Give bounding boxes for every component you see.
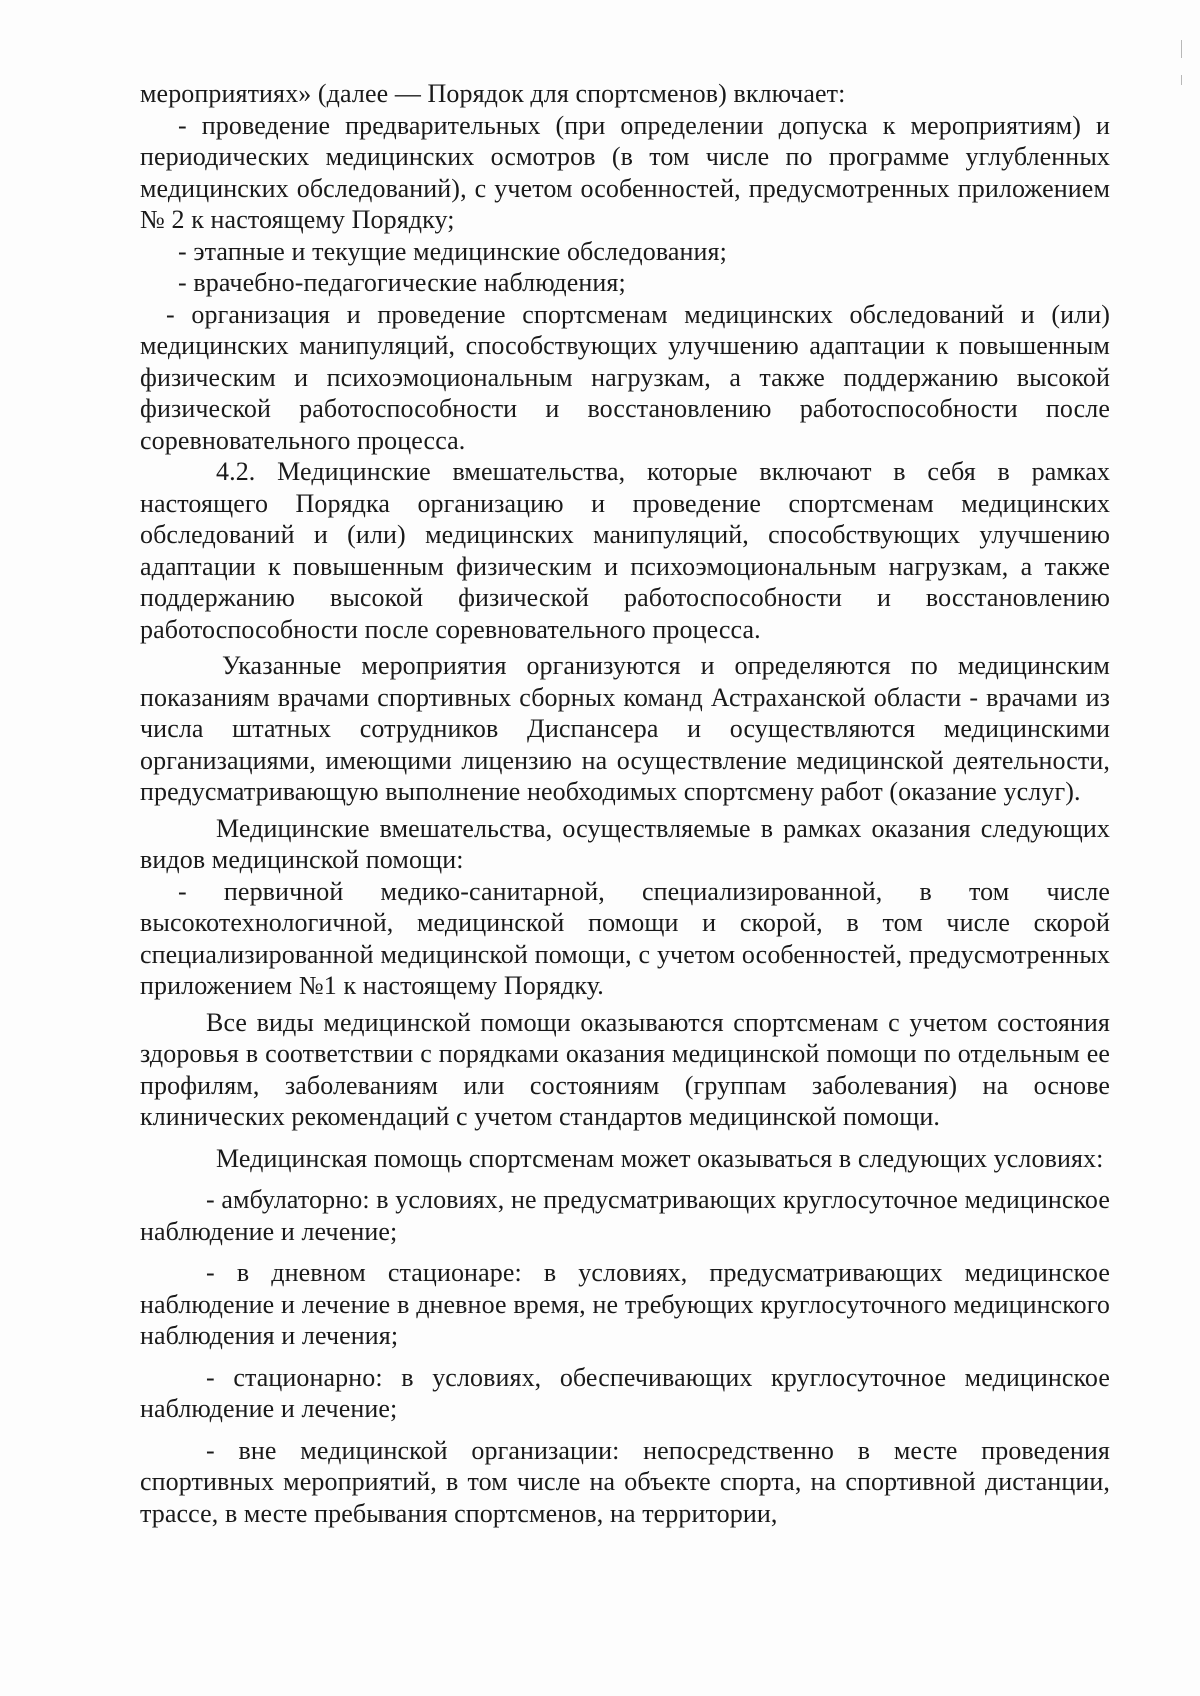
list-item-day-hospital: - в дневном стационаре: в условиях, предусматривающих медицинское наблюдение и лечение в дневное время, не требующих круглосуточного медицинского наблюдения и лечения; <box>140 1258 1110 1350</box>
list-item-outside-organization: - вне медицинской организации: непосредственно в месте проведения спортивных мероприятий, в том числе на объекте спорта, на спортивной дистанции, трассе, в месте пребывания спортсменов, на территории, <box>140 1435 1110 1528</box>
scan-margin-mark <box>1181 40 1182 58</box>
list-item-organization: - организация и проведение спортсменам медицинских обследований и (или) медицинских манипуляций, способствующих улучшению адаптации к повышенным физическим и психоэмоциональным нагрузкам, а также поддержанию высокой физической работоспособности и восстановлению работоспособности после соревновательного процесса. <box>140 299 1110 455</box>
paragraph-all-types: Все виды медицинской помощи оказываются спортсменам с учетом состояния здоровья в соответствии с порядками оказания медицинской помощи по отдельным ее профилям, заболеваниям или состояниям (группам заболевания) на основе клинических рекомендаций с учетом стандартов медицинской помощи. <box>140 1007 1110 1131</box>
scan-margin-mark <box>1181 75 1182 85</box>
paragraph-intro: мероприятиях» (далее — Порядок для спортсменов) включает: <box>140 79 846 108</box>
paragraph-interventions: Медицинские вмешательства, осуществляемые в рамках оказания следующих видов медицинской помощи: <box>140 813 1110 874</box>
section-4-2: 4.2. Медицинские вмешательства, которые включают в себя в рамках настоящего Порядка организацию и проведение спортсменам медицинских обследований и (или) медицинских манипуляций, способствующих улучшению адаптации к повышенным физическим и психоэмоциональным нагрузкам, а также поддержанию высокой физической работоспособности и восстановлению работоспособности после соревновательного процесса. <box>140 457 1110 644</box>
document-body <box>140 78 1110 1529</box>
list-item-stage-exams: - этапные и текущие медицинские обследования; <box>178 236 727 266</box>
list-item-preliminary-exams: - проведение предварительных (при определении допуска к мероприятиям) и периодических медицинских осмотров (в том числе по программе углубленных медицинских обследований), с учетом особенностей, предусмотренных приложением № 2 к настоящему Порядку; <box>140 110 1110 234</box>
list-item-primary-care: - первичной медико-санитарной, специализированной, в том числе высокотехнологичной, медицинской помощи и скорой, в том числе скорой специализированной медицинской помощи, с учетом особенностей, предусмотренных приложением №1 к настоящему Порядку. <box>140 876 1110 1000</box>
list-item-inpatient: - стационарно: в условиях, обеспечивающих круглосуточное медицинское наблюдение и лечение; <box>140 1362 1110 1423</box>
paragraph-conditions: Медицинская помощь спортсменам может оказываться в следующих условиях: <box>216 1143 1104 1173</box>
paragraph-measures: Указанные мероприятия организуются и определяются по медицинским показаниям врачами спортивных сборных команд Астраханской области - врачами из числа штатных сотрудников Диспансера и осуществляются медицинскими организациями, имеющими лицензию на осуществление медицинской деятельности, предусматривающую выполнение необходимых спортсмену работ (оказание услуг). <box>140 651 1110 806</box>
list-item-outpatient: - амбулаторно: в условиях, не предусматривающих круглосуточное медицинское наблюдение и лечение; <box>140 1185 1110 1246</box>
list-item-pedagogical-observation: - врачебно-педагогические наблюдения; <box>178 268 626 297</box>
